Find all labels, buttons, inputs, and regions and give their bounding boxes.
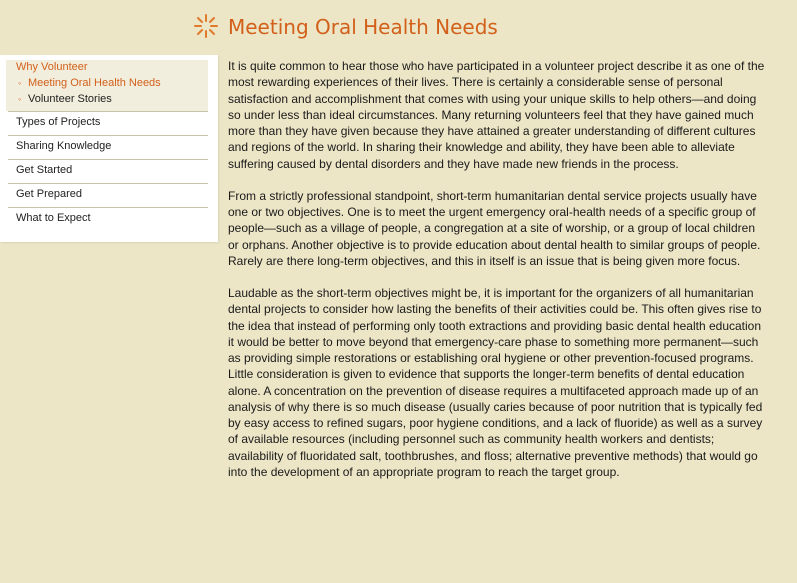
nav-divider — [8, 207, 208, 208]
nav-item-types-of-projects[interactable]: Types of Projects — [16, 116, 101, 128]
page-title: Meeting Oral Health Needs — [228, 15, 498, 39]
sidebar-nav — [0, 55, 218, 242]
bullet-icon: ◦ — [18, 78, 22, 88]
starburst-icon — [193, 13, 219, 39]
nav-subitem-label: Volunteer Stories — [28, 93, 112, 105]
paragraph: It is quite common to hear those who have participated in a volunteer project describe it as one of the most rewarding experiences of their lives. There is certainly a considerable sense of personal satisfaction and accomplishment that comes with using your unique skills to help others—and doing so under less than ideal circumstances. Many returning volunteers feel that they have gained much more than they have given because they have attained a greater understanding of different cultures and regions of the world. In sharing their knowledge and ability, they have been able to alleviate suffering caused by dental disorders and they have made new friends in the process. — [228, 59, 765, 171]
nav-divider — [8, 135, 208, 136]
nav-subitem-volunteer-stories[interactable] — [18, 93, 112, 106]
nav-divider — [8, 183, 208, 184]
nav-item-get-prepared[interactable]: Get Prepared — [16, 188, 83, 200]
main-content — [228, 58, 768, 496]
nav-subitem-meeting-oral-health-needs[interactable] — [18, 77, 161, 90]
nav-item-sharing-knowledge[interactable]: Sharing Knowledge — [16, 140, 112, 152]
paragraph: From a strictly professional standpoint, short-term humanitarian dental service projects usually have one or two objectives. One is to meet the urgent emergency oral-health needs of a specific group of people—such as a village of people, a congregation at a site of worship, or a group of local children or orphans. Another objective is to provide education about dental health to similar groups of people. Rarely are there long-term objectives, and this in itself is an issue that is being given more focus. — [228, 188, 761, 268]
nav-item-get-started[interactable]: Get Started — [16, 164, 73, 176]
paragraph: Laudable as the short-term objectives might be, it is important for the organizers of all humanitarian dental projects to consider how lasting the benefits of their activities could be. This often gives rise to the idea that instead of performing only tooth extractions and providing basic dental health education it would be better to move beyond that emergency-care phase to something more permanent—such as providing simple restorations or establishing oral hygiene or other prevention-focused programs. Little consideration is given to evidence that supports the longer-term benefits of dental education alone. A concentration on the prevention of disease requires a multifaceted approach made up of an analysis of why there is so much disease (usually caries because of poor nutrition that is typically fed by easy access to refined sugars, poor hygiene conditions, and a lack of fluoride) as well as a survey of available resources (including personnel such as community health workers and dentists; availability of fluoridated salt, toothbrushes, and floss; alternative preventive methods) that would go into the development of an appropriate program to reach the target group. — [228, 286, 763, 479]
nav-divider — [8, 111, 208, 112]
nav-item-why-volunteer[interactable]: Why Volunteer — [16, 61, 88, 73]
nav-subitem-label: Meeting Oral Health Needs — [28, 77, 161, 89]
nav-divider — [8, 159, 208, 160]
bullet-icon: ◦ — [18, 94, 22, 104]
nav-item-what-to-expect[interactable]: What to Expect — [16, 212, 91, 224]
